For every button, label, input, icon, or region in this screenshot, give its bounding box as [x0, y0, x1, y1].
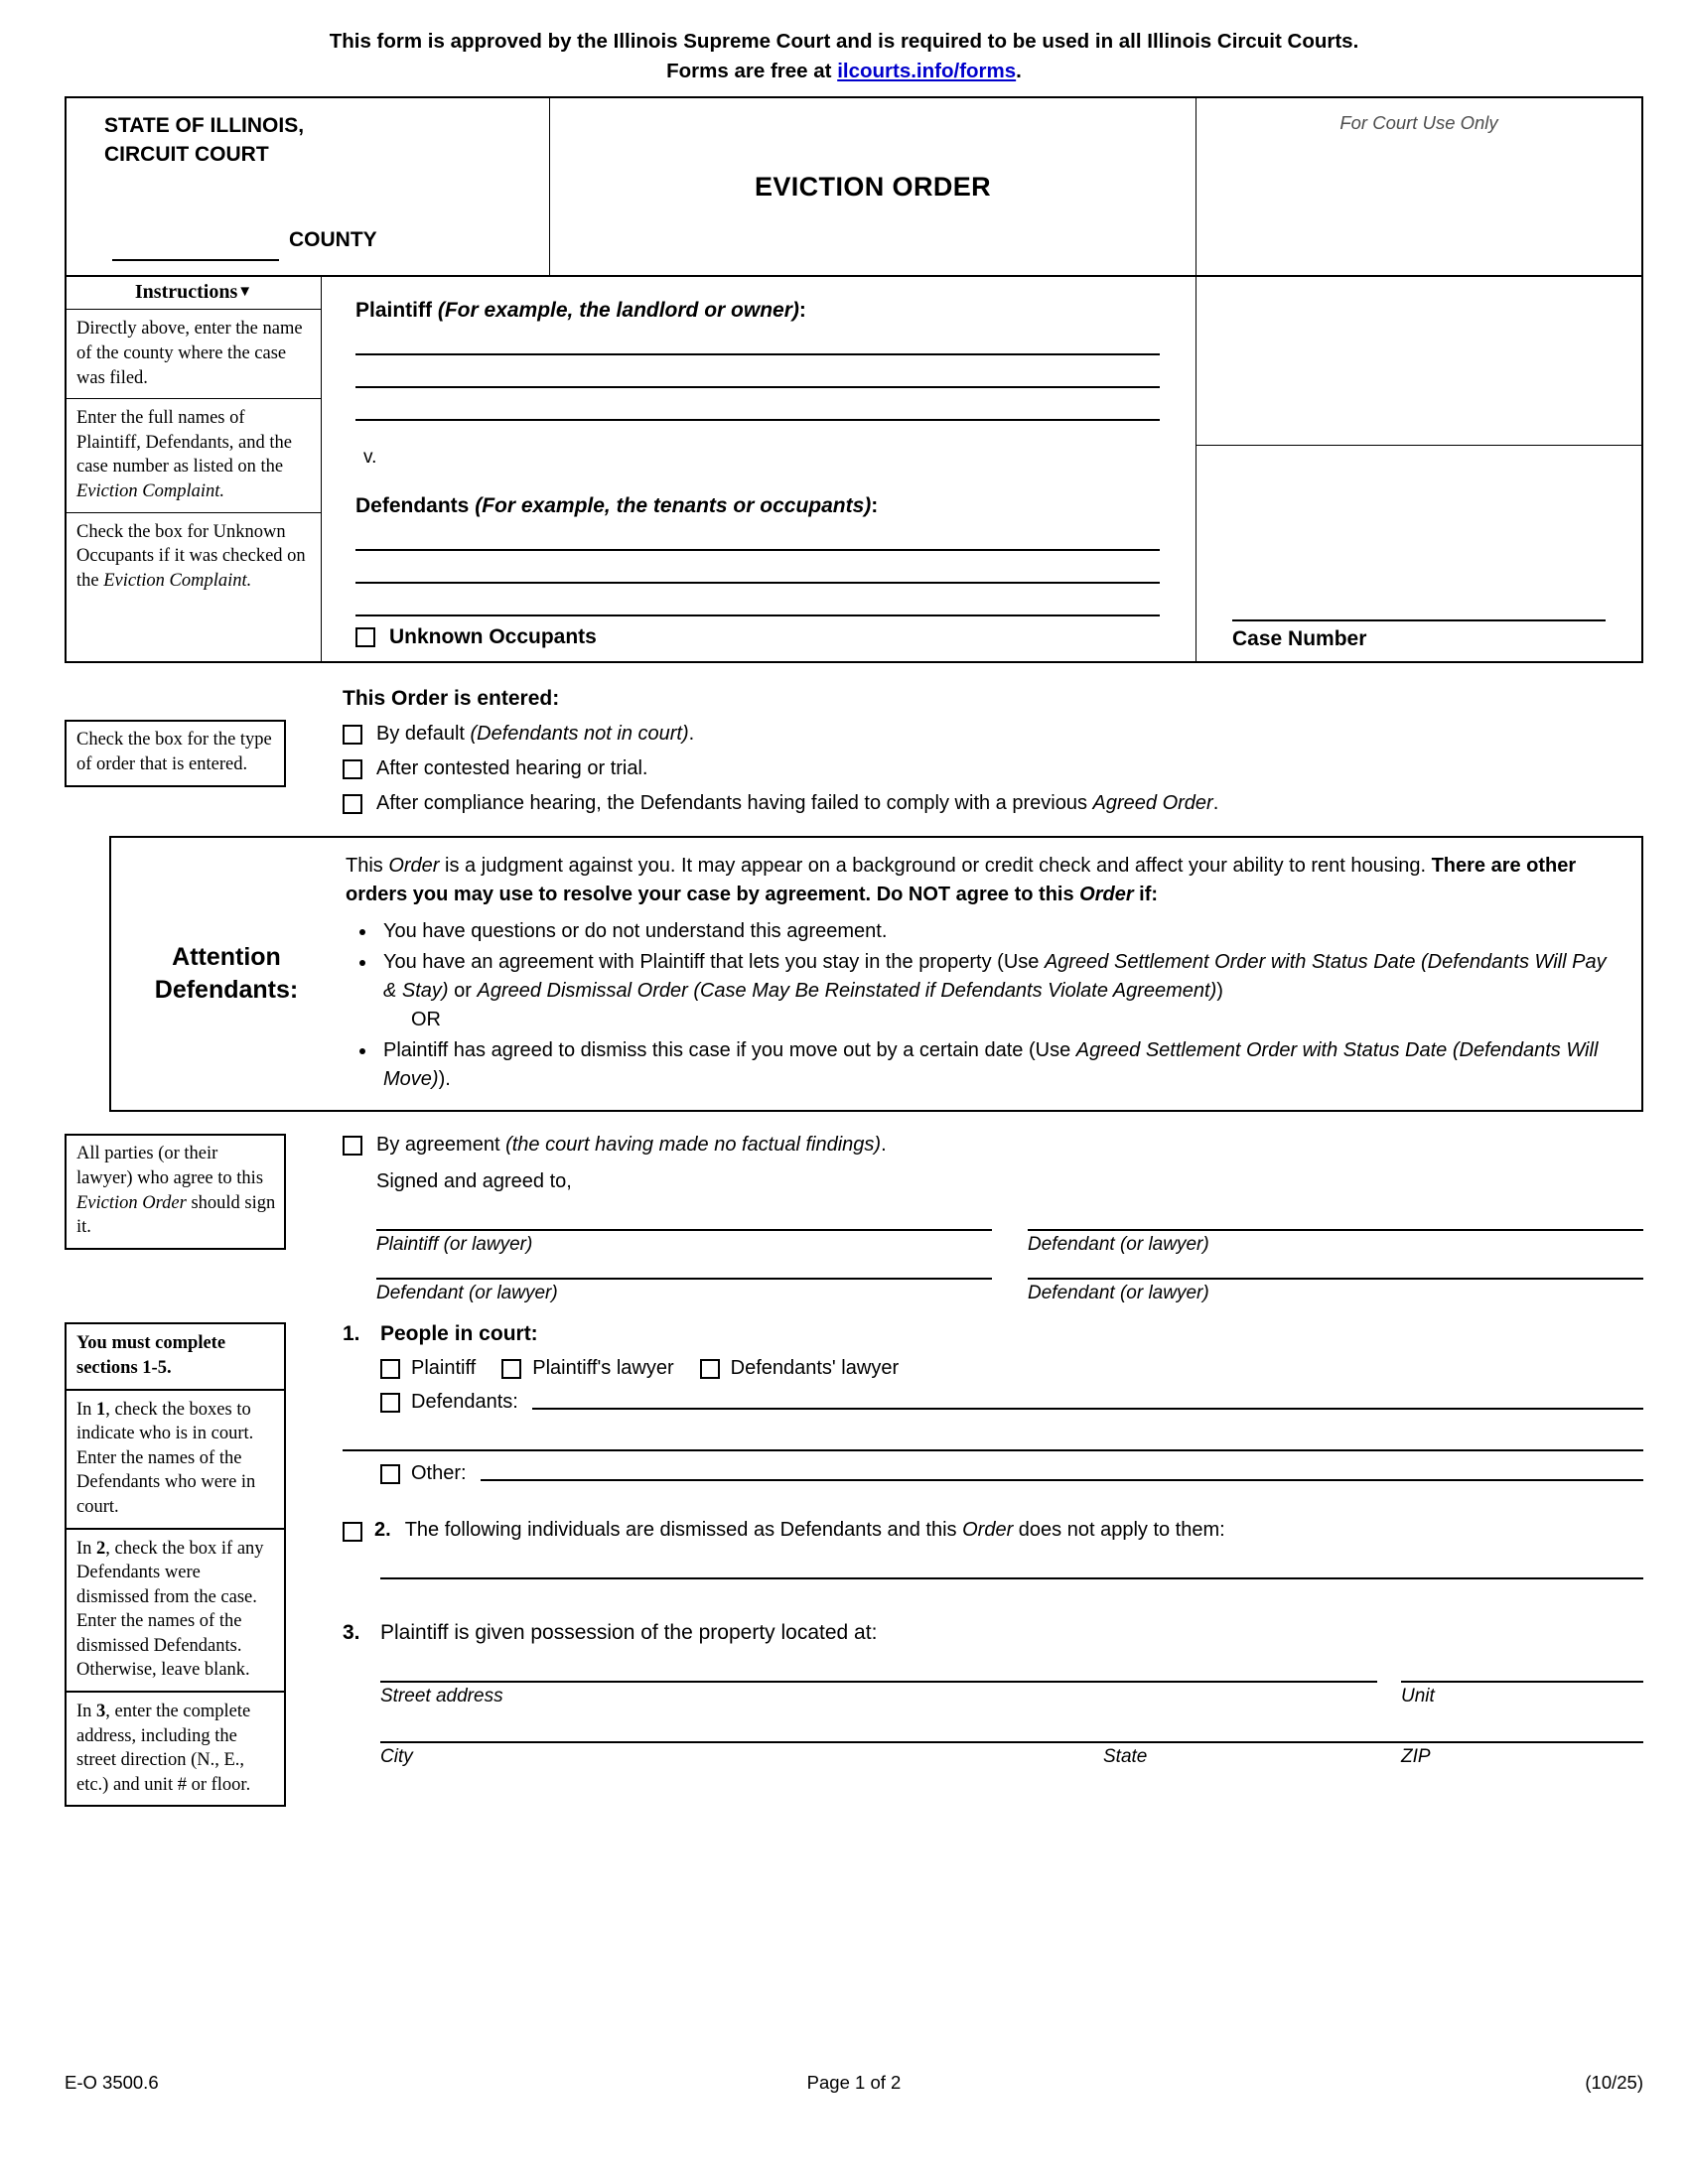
city-state-zip-field — [380, 1741, 1643, 1768]
plaintiff-line-3[interactable] — [355, 419, 1160, 421]
compliance-hearing-italic: Agreed Order — [1092, 792, 1213, 815]
compliance-hearing-tail: . — [1212, 792, 1219, 815]
street-address-field — [380, 1681, 1377, 1707]
city-label: City — [380, 1746, 413, 1768]
attn-p2b: if: — [1133, 884, 1159, 906]
contested-hearing-checkbox[interactable] — [343, 759, 362, 779]
page-number: Page 1 of 2 — [806, 2072, 902, 2093]
contested-hearing-label: After contested hearing or trial. — [376, 757, 648, 780]
signed-and-agreed-label: Signed and agreed to, — [376, 1170, 572, 1193]
case-number-column — [1196, 277, 1641, 661]
chevron-down-icon: ▼ — [237, 284, 253, 301]
city-state-zip-input-line[interactable] — [380, 1741, 1643, 1743]
by-default-checkbox[interactable] — [343, 725, 362, 745]
note1a: In — [76, 1399, 97, 1420]
page-footer — [65, 2072, 1643, 2094]
attention-or-text: OR — [411, 1009, 441, 1031]
section-2-number: 2. — [374, 1519, 391, 1542]
instruction-item-names: Enter the full names of Plaintiff, Defendants, and the case number as listed on the Eviction Complaint. — [67, 399, 321, 512]
attention-bullet-1: • You have questions or do not understand this agreement. — [377, 917, 1623, 946]
instructions-column — [67, 277, 322, 661]
signature-defendant-1 — [1028, 1229, 1643, 1256]
attn-b3b: ). — [438, 1068, 451, 1091]
section-1-other-row — [343, 1462, 1643, 1485]
street-address-label: Street address — [380, 1686, 503, 1707]
note-section-2 — [67, 1530, 284, 1694]
plaintiffs-lawyer-label: Plaintiff's lawyer — [532, 1357, 674, 1380]
plaintiff-present-label: Plaintiff — [411, 1357, 477, 1380]
note1-num: 1 — [96, 1399, 106, 1420]
instruction-item-unknown-occupants: Check the box for Unknown Occupants if it was checked on the Eviction Complaint. — [76, 521, 306, 591]
signature-caption-plaintiff: Plaintiff (or lawyer) — [376, 1234, 533, 1256]
instruction-item-county: Directly above, enter the name of the county where the case was filed. — [67, 310, 321, 399]
order-type-side-note: Check the box for the type of order that is entered. — [65, 720, 286, 786]
agree-note-a: All parties (or their lawyer) who agree to this — [76, 1144, 264, 1188]
defendants-line-2[interactable] — [355, 582, 1160, 584]
attn-p1b: is a judgment against you. It may appear on a background or credit check and affect your ability to rent housing. — [439, 855, 1432, 878]
signature-defendant-3 — [1028, 1278, 1643, 1304]
address-grid — [343, 1681, 1643, 1768]
unknown-occupants-row[interactable] — [355, 625, 1160, 649]
order-option-by-default[interactable] — [343, 723, 1643, 746]
unit-input-line[interactable] — [1401, 1681, 1643, 1683]
section-3-number: 3. — [343, 1621, 360, 1645]
for-court-use-only-cell — [1196, 98, 1641, 275]
attn-p2a: Do NOT agree to this — [876, 884, 1080, 906]
order-entered-section — [65, 687, 1643, 815]
note3a: In — [76, 1702, 97, 1722]
agree-note-b: should sign it. — [76, 1192, 276, 1238]
attention-bullet-2 — [377, 948, 1623, 1034]
defendants-names-input-line[interactable] — [532, 1408, 1643, 1410]
defendants-lawyer-checkbox[interactable] — [700, 1359, 720, 1379]
attn-b2b: or — [448, 980, 478, 1003]
signature-caption-defendant-2: Defendant (or lawyer) — [376, 1283, 558, 1304]
attention-bullet-list — [377, 917, 1623, 1094]
ilcourts-forms-link[interactable]: ilcourts.info/forms — [837, 59, 1017, 82]
section-2-checkbox[interactable] — [343, 1522, 362, 1542]
plaintiff-line-1[interactable] — [355, 353, 1160, 355]
section-1-defendants-row — [343, 1391, 1643, 1414]
unknown-occupants-label: Unknown Occupants — [389, 625, 597, 649]
case-number-divider — [1196, 445, 1641, 446]
signature-plaintiff — [376, 1229, 992, 1256]
section-1-people-row — [343, 1357, 1643, 1380]
note1b: , check the boxes to indicate who is in court. Enter the names of the Defendants who were in court. — [76, 1399, 256, 1517]
attn-b2a: You have an agreement with Plaintiff that lets you stay in the property (Use — [383, 951, 1045, 974]
attn-b3-it: Agreed Settlement Order with Status Date (Defendants Will Move) — [383, 1039, 1599, 1091]
other-present-label: Other: — [411, 1462, 467, 1485]
signature-line-defendant-1[interactable] — [1028, 1229, 1643, 1231]
page-title: EVICTION ORDER — [754, 171, 992, 202]
caption-header-row — [67, 98, 1641, 277]
agreement-side-note — [65, 1134, 286, 1249]
signature-row-2 — [343, 1278, 1643, 1304]
form-code: E-O 3500.6 — [65, 2072, 159, 2093]
attn-b3a: Plaintiff has agreed to dismiss this case if you move out by a certain date (Use — [383, 1039, 1076, 1062]
order-entered-title: This Order is entered: — [343, 687, 560, 711]
attn-p1a: This — [346, 855, 389, 878]
section-3-text: Plaintiff is given possession of the property located at: — [380, 1621, 878, 1645]
attention-paragraph-1 — [346, 852, 1623, 909]
defendants-present-label: Defendants: — [411, 1391, 518, 1414]
unknown-occupants-checkbox[interactable] — [355, 627, 375, 647]
unit-label: Unit — [1401, 1686, 1435, 1707]
attention-defendants-text — [342, 838, 1641, 1110]
unit-field — [1401, 1681, 1643, 1707]
street-address-input-line[interactable] — [380, 1681, 1377, 1683]
caption-table — [65, 96, 1643, 663]
revision-date: (10/25) — [1585, 2072, 1643, 2093]
section-1-number: 1. — [343, 1322, 360, 1346]
signature-caption-defendant-1: Defendant (or lawyer) — [1028, 1234, 1209, 1256]
note3-num: 3 — [96, 1702, 106, 1722]
signature-line-defendant-2[interactable] — [376, 1278, 992, 1280]
compliance-hearing-label — [376, 792, 1218, 815]
attention-defendants-box — [109, 836, 1643, 1112]
section-2-text-b: does not apply to them: — [1013, 1519, 1225, 1542]
section-2-text — [405, 1519, 1225, 1542]
case-number-input-line[interactable] — [1232, 619, 1606, 621]
other-present-checkbox[interactable] — [380, 1464, 400, 1484]
numbered-sections — [65, 1322, 1643, 1807]
circuit-court-label: CIRCUIT COURT — [104, 142, 269, 166]
attn-p2-bold — [877, 884, 1158, 905]
compliance-hearing-text: After compliance hearing, the Defendants having failed to comply with a previous — [376, 792, 1093, 815]
numbered-body — [286, 1322, 1643, 1768]
by-agreement-italic: (the court having made no factual findings) — [505, 1134, 882, 1157]
state-of-illinois-label: STATE OF ILLINOIS, — [104, 114, 305, 138]
forms-free-text: Forms are free at — [666, 59, 838, 82]
note-section-3 — [67, 1693, 284, 1805]
attn-b2-it1: Agreed Settlement Order with Status Date (Defendants Will Pay & Stay) — [383, 951, 1607, 1003]
instructions-header-label: Instructions — [134, 281, 238, 304]
by-agreement-row[interactable] — [343, 1134, 1643, 1157]
defendants-lawyer-label: Defendants' lawyer — [730, 1357, 900, 1380]
plaintiff-label: Plaintiff — [355, 299, 432, 323]
order-option-compliance-hearing[interactable] — [343, 792, 1643, 815]
must-complete-note: You must complete sections 1-5. — [67, 1324, 284, 1390]
state-label: State — [1103, 1746, 1148, 1768]
attention-defendants-label — [111, 838, 342, 1110]
parties-column — [322, 277, 1196, 661]
signature-caption-defendant-3: Defendant (or lawyer) — [1028, 1283, 1209, 1304]
agreement-section — [65, 1134, 1643, 1304]
defendants-example: (For example, the tenants or occupants) — [475, 494, 872, 518]
defendants-label: Defendants — [355, 494, 470, 518]
by-default-label — [376, 723, 694, 746]
section-2-heading — [343, 1519, 1643, 1542]
attn-b2c: ) — [1216, 980, 1223, 1003]
plaintiff-present-checkbox[interactable] — [380, 1359, 400, 1379]
plaintiff-example: (For example, the landlord or owner) — [437, 299, 799, 323]
county-entry-row — [104, 228, 501, 261]
agree-note-italic: Eviction Order — [76, 1192, 187, 1213]
defendants-present-checkbox[interactable] — [380, 1393, 400, 1413]
address-row-city-state-zip — [380, 1741, 1643, 1768]
by-default-italic: (Defendants not in court) — [470, 723, 689, 746]
agreement-body — [286, 1134, 1643, 1304]
attn-b2-it2: Agreed Dismissal Order (Case May Be Reinstated if Defendants Violate Agreement) — [477, 980, 1217, 1003]
attn-p2-order: Order — [1079, 884, 1134, 906]
defendants-word: Defendants: — [154, 976, 299, 1005]
for-court-use-only-label: For Court Use Only — [1339, 112, 1498, 134]
court-identification-cell — [67, 98, 550, 275]
by-agreement-text: By agreement — [376, 1134, 506, 1157]
by-default-text: By default — [376, 723, 471, 746]
numbered-side-notes — [65, 1322, 286, 1807]
other-input-line[interactable] — [481, 1479, 1643, 1481]
order-entered-body — [286, 687, 1643, 815]
signature-line-defendant-3[interactable] — [1028, 1278, 1643, 1280]
by-agreement-tail: . — [881, 1134, 887, 1157]
attn-p1-bold: There are other orders you may use to resolve your case by agreement. — [346, 855, 1577, 906]
plaintiff-heading: Plaintiff (For example, the landlord or owner): — [355, 299, 806, 323]
approval-notice-line2 — [0, 58, 1688, 85]
plaintiffs-lawyer-checkbox[interactable] — [501, 1359, 521, 1379]
county-input-line[interactable] — [112, 259, 279, 261]
compliance-hearing-checkbox[interactable] — [343, 794, 362, 814]
address-row-street-unit — [380, 1681, 1643, 1707]
note3b: , enter the complete address, including the street direction (N., E., etc.) and unit # or floor. — [76, 1702, 251, 1795]
caption-body-row — [67, 277, 1641, 661]
signature-row-1 — [343, 1229, 1643, 1256]
attention-word: Attention — [172, 942, 281, 971]
signature-line-plaintiff[interactable] — [376, 1229, 992, 1231]
note-section-1 — [67, 1391, 284, 1530]
section-2-order-italic: Order — [962, 1519, 1014, 1542]
plaintiff-line-2[interactable] — [355, 386, 1160, 388]
defendants-line-1[interactable] — [355, 549, 1160, 551]
by-agreement-label — [376, 1134, 887, 1157]
form-title-cell — [550, 98, 1196, 275]
attention-bullet-3 — [377, 1036, 1623, 1094]
signature-defendant-2 — [376, 1278, 992, 1304]
defendants-names-second-line[interactable] — [343, 1449, 1643, 1451]
section-1-heading — [343, 1322, 1643, 1346]
section-3-heading — [343, 1621, 1643, 1645]
note2b: , check the box if any Defendants were dismissed from the case. Enter the names of the dismissed Defendants. Otherwise, leave blank. — [76, 1538, 264, 1681]
zip-label: ZIP — [1401, 1746, 1431, 1768]
note2-num: 2 — [96, 1538, 106, 1559]
defendants-line-3[interactable] — [355, 614, 1160, 616]
city-state-zip-labels — [380, 1746, 1643, 1768]
section-2-input-line[interactable] — [380, 1577, 1643, 1579]
versus-label: v. — [363, 447, 377, 469]
instructions-header[interactable] — [67, 277, 321, 310]
notice-period: . — [1016, 59, 1022, 82]
by-default-tail: . — [688, 723, 695, 746]
county-label: COUNTY — [289, 228, 377, 252]
note2a: In — [76, 1538, 97, 1559]
by-agreement-checkbox[interactable] — [343, 1136, 362, 1156]
section-1-title: People in court: — [380, 1322, 538, 1346]
attn-p1-order: Order — [388, 855, 440, 878]
case-number-label: Case Number — [1232, 627, 1367, 651]
section-2-text-a: The following individuals are dismissed as Defendants and this — [404, 1519, 963, 1542]
approval-notice — [0, 0, 1688, 84]
approval-notice-line1: This form is approved by the Illinois Supreme Court and is required to be used in all Illinois Circuit Courts. — [329, 30, 1359, 53]
order-option-contested-hearing[interactable] — [343, 757, 1643, 780]
defendants-heading: Defendants (For example, the tenants or occupants): — [355, 494, 879, 518]
